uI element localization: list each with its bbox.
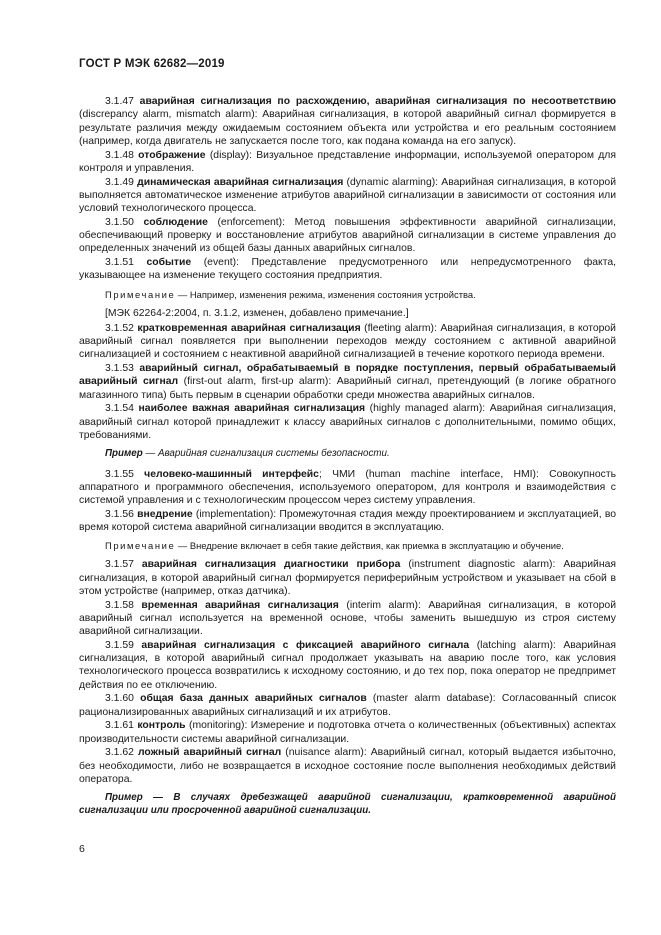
entry-number: 3.1.59 (105, 639, 134, 651)
note-text: — Внедрение включает в себя такие действия, как приемка в эксплуатацию и обучение. (175, 540, 564, 552)
entry-text: (first-out alarm, first-up alarm): Аварийный сигнал, претендующий (в логике обратного магазинного типа) быть первым в сценарии обработки среди множества аварийных сигналов. (79, 376, 616, 401)
entry-text: (discrepancy alarm, mismatch alarm): Аварийная сигнализация, в которой аварийный сигнал формируется в результате различия между ожидаемым состоянием объекта или устройства и его реальным состоянием (например, когда двигатель не запускается после того, как подана команда на его запуск). (79, 109, 616, 147)
entry-term: внедрение (137, 508, 193, 520)
entry-3-1-58 (79, 599, 616, 639)
example-3-1-62 (79, 792, 616, 817)
note-3-1-51 (79, 289, 616, 301)
entry-3-1-53 (79, 362, 616, 402)
entry-term: общая база данных аварийных сигналов (140, 693, 367, 705)
entry-text: (instrument diagnostic alarm): Аварийная сигнализация, в которой аварийный сигнал формируется периферийным устройством и указывает на сбой в этом устройстве (например, отказ датчика). (79, 559, 616, 597)
entry-number: 3.1.47 (105, 96, 134, 107)
entry-3-1-59 (79, 639, 616, 692)
entry-number: 3.1.54 (105, 403, 134, 415)
entry-text: (fleeting alarm): Аварийная сигнализация, в которой аварийный сигнал появляется при выполнении переходов между состоянием с активной аварийной сигнализацией и состоянием с неактивной аварийной сигнализацией в течение короткого периода времени. (79, 322, 616, 361)
entry-number: 3.1.58 (105, 599, 134, 611)
entry-number: 3.1.56 (105, 508, 134, 520)
example-text: — Аварийная сигнализация системы безопасности. (142, 448, 390, 459)
entry-3-1-55 (79, 468, 616, 508)
entry-term: отображение (138, 149, 206, 161)
entry-text: (dynamic alarming): Аварийная сигнализация, в которой выполняется автоматическое изменение атрибутов аварийной сигнализации в зависимости от состояния или условий технологического процесса. (79, 176, 616, 214)
example-label: Пример (105, 448, 143, 459)
entry-3-1-52 (79, 322, 616, 362)
entry-3-1-61 (79, 719, 616, 746)
entry-text: (event): Представление предусмотренного или непредусмотренного факта, указывающее на изменение текущего состояния предприятия. (79, 257, 617, 282)
entry-3-1-54 (79, 402, 616, 442)
entry-text: (monitoring): Измерение и подготовка отчета о количественных (объективных) аспектах производительности системы аварийной сигнализации. (79, 720, 616, 745)
example-label: Пример (105, 792, 143, 803)
entry-number: 3.1.49 (105, 176, 134, 188)
page-number: 6 (79, 843, 85, 855)
entry-term: аварийная сигнализация с фиксацией аварийного сигнала (141, 639, 470, 651)
note-label: Примечание (105, 540, 176, 552)
entry-3-1-48 (79, 149, 616, 176)
example-3-1-54 (79, 448, 616, 461)
entry-3-1-57 (79, 558, 616, 598)
entry-text: (display): Визуальное представление информации, используемой оператором для контроля и управления. (79, 149, 616, 174)
document-body (79, 95, 616, 824)
example-text: — В случаях дребезжащей аварийной сигнализации, кратковременной аварийной сигнализации или просроченной аварийной сигнализации. (79, 792, 616, 816)
entry-term: наиболее важная аварийная сигнализация (138, 403, 366, 415)
page-header: ГОСТ Р МЭК 62682—2019 (79, 58, 225, 70)
entry-number: 3.1.61 (105, 720, 134, 732)
entry-term: человеко-машинный интерфейс (144, 468, 319, 480)
entry-text: (implementation): Промежуточная стадия между проектированием и эксплуатацией, во время которой система аварийной сигнализации вводится в эксплуатацию. (79, 508, 616, 533)
entry-term: динамическая аварийная сигнализация (137, 176, 344, 188)
entry-text: (nuisance alarm): Аварийный сигнал, который выдается избыточно, без необходимости, либо не возвращается в исходное состояние после выполнения необходимых действий оператора. (79, 747, 616, 785)
entry-term: соблюдение (143, 216, 208, 228)
entry-text: (master alarm database): Согласованный список рационализированных аварийных сигнализаций и их атрибутов. (79, 693, 616, 718)
entry-term: событие (146, 257, 192, 268)
entry-number: 3.1.52 (105, 322, 134, 334)
entry-term: аварийная сигнализация диагностики прибора (141, 559, 401, 571)
entry-3-1-51 (79, 256, 616, 283)
entry-number: 3.1.57 (105, 559, 134, 571)
entry-number: 3.1.55 (105, 468, 134, 480)
entry-number: 3.1.53 (105, 363, 134, 374)
note-3-1-56 (79, 540, 616, 552)
entry-number: 3.1.50 (105, 216, 134, 228)
entry-term: кратковременная аварийная сигнализация (137, 322, 361, 334)
entry-3-1-60 (79, 692, 616, 719)
entry-number: 3.1.48 (105, 149, 134, 161)
entry-number: 3.1.60 (105, 693, 134, 705)
entry-term: временная аварийная сигнализация (141, 599, 339, 611)
entry-term: аварийная сигнализация по расхождению, аварийная сигнализация по несоответствию (139, 96, 616, 107)
source-reference: [МЭК 62264-2:2004, п. 3.1.2, изменен, добавлено примечание.] (105, 307, 409, 319)
entry-text: (highly managed alarm): Аварийная сигнализация, аварийный сигнал которой принадлежит к классу аварийных сигналов с дополнительными, помимо общих, требованиями. (79, 403, 617, 441)
entry-3-1-50 (79, 216, 616, 256)
entry-text: ; ЧМИ (human machine interface, HMI): Совокупность аппаратного и программного обеспечения, используемого оператором, для контроля и взаимодействия с системой управления и с технологическим процессом через систему управления. (79, 468, 616, 506)
entry-3-1-56 (79, 508, 616, 535)
entry-text: (interim alarm): Аварийная сигнализация, в которой аварийный сигнал используется на временной основе, чтобы заменить вышедшую из строя систему аварийной сигнализации. (79, 599, 616, 637)
entry-term: контроль (137, 720, 186, 732)
entry-term: аварийный сигнал, обрабатываемый в порядке поступления, первый обрабатываемый аварийный сигнал (79, 363, 616, 388)
entry-3-1-62 (79, 746, 616, 786)
entry-number: 3.1.51 (105, 257, 134, 268)
note-label: Примечание (105, 288, 176, 300)
entry-term: ложный аварийный сигнал (137, 747, 282, 759)
entry-number: 3.1.62 (105, 747, 134, 759)
note-text: — Например, изменения режима, изменения состояния устройства. (175, 288, 476, 300)
entry-3-1-49 (79, 176, 616, 216)
entry-text: (latching alarm): Аварийная сигнализация, в которой аварийный сигнал продолжает указывать на аварию после того, как условия технологического процесса возвратились к исходному состоянию, и до тех пор, пока оператор не предпримет действия по ее отключению. (79, 639, 616, 691)
entry-text: (enforcement): Метод повышения эффективности аварийной сигнализации, обеспечивающий проверку и восстановление атрибутов аварийной сигнализации в системе управления до определенных значений из общей базы данных аварийных сигналов. (79, 216, 616, 255)
entry-3-1-47 (79, 95, 616, 148)
